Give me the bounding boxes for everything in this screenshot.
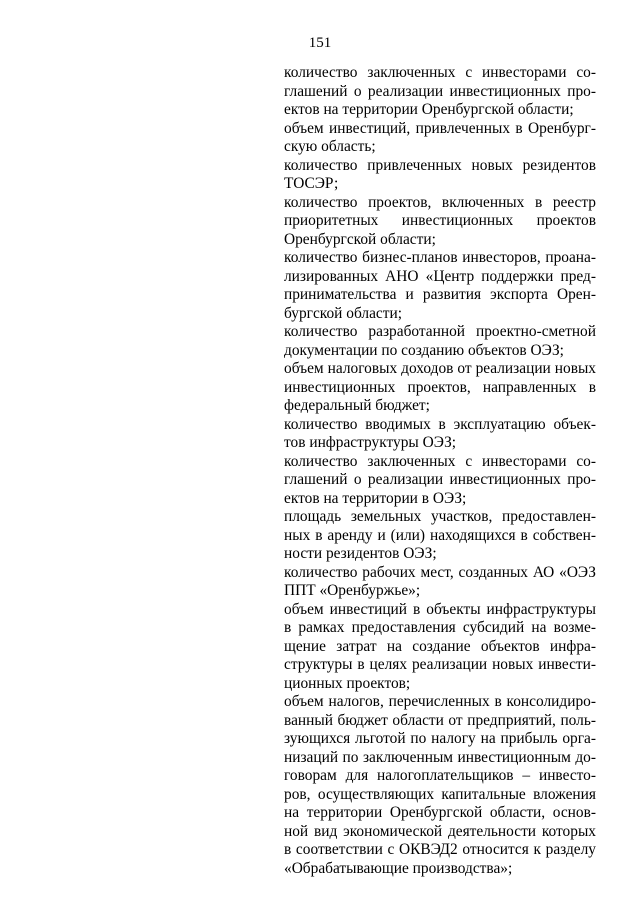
text-line: бургской области; [284,304,402,322]
paragraph [284,194,596,250]
text-line: инвестиционных проектов, направленных в [284,378,596,396]
paragraph [284,64,596,120]
text-line: количество рабочих мест, созданных АО «ОЭЗ [284,563,596,581]
text-line: лизированных АНО «Центр поддержки пред- [284,267,596,285]
text-line: ванный бюджет области от предприятий, поль- [284,711,596,729]
text-line: документации по созданию объектов ОЭЗ; [284,341,564,359]
paragraph [284,564,596,601]
text-line: в рамках предоставления субсидий на возме- [284,619,596,636]
text-line: объем налоговых доходов от реализации новых [284,360,596,377]
text-line: количество бизнес-планов инвесторов, проана- [284,249,596,266]
text-line: говорам для налогоплательщиков – инвесто- [284,767,596,784]
text-line: площадь земельных участков, предоставлен- [284,508,596,525]
paragraph [284,453,596,509]
text-line: ционных проектов; [284,674,411,692]
text-line: ектов на территории Оренбургской области; [284,101,574,118]
paragraph [284,693,596,878]
text-line: низаций по заключенным инвестиционным до- [284,748,596,766]
text-line: ности резидентов ОЭЗ; [284,545,437,562]
text-line: ППТ «Оренбуржье»; [284,582,421,599]
text-line: количество заключенных с инвесторами со- [284,452,596,470]
text-line: тов инфраструктуры ОЭЗ; [284,434,457,451]
text-line: ных в аренду и (или) находящихся в собствен- [284,526,596,544]
text-line: глашений о реализации инвестиционных про- [284,471,596,488]
text-line: «Обрабатывающие производства»; [284,859,513,877]
paragraph [284,120,596,157]
text-line: ров, осуществляющих капитальные вложения [284,785,596,803]
text-line: зующихся льготой по налогу на прибыль орга- [284,730,596,747]
text-line: принимательства и развития экспорта Орен- [284,286,596,303]
paragraph [284,508,596,564]
text-line: количество проектов, включенных в реестр [284,193,596,211]
page-number: 151 [308,35,332,51]
text-line: приоритетных инвестиционных проектов [284,212,596,229]
page-body-text [284,64,596,878]
paragraph [284,323,596,360]
text-line: объем инвестиций, привлеченных в Оренбург- [284,119,596,137]
paragraph [284,249,596,323]
text-line: Оренбургской области; [284,230,436,248]
text-line: количество привлеченных новых резидентов [284,156,596,174]
text-line: ектов на территории в ОЭЗ; [284,489,467,507]
paragraph [284,157,596,194]
text-line: федеральный бюджет; [284,397,430,414]
text-line: щение затрат на создание объектов инфра- [284,637,596,655]
text-line: на территории Оренбургской области, основ- [284,804,596,821]
paragraph [284,601,596,694]
text-line: количество заключенных с инвесторами со- [284,64,596,81]
text-line: структуры в целях реализации новых инвести- [284,656,596,673]
text-line: в соответствии с ОКВЭД2 относится к разделу [284,841,596,858]
text-line: количество разработанной проектно-сметной [284,323,596,340]
text-line: ной вид экономической деятельности которых [284,822,596,840]
text-line: объем налогов, перечисленных в консолидиро- [284,693,596,710]
text-line: ТОСЭР; [284,175,339,192]
text-line: глашений о реализации инвестиционных про- [284,82,596,100]
paragraph [284,360,596,416]
paragraph [284,416,596,453]
text-line: количество вводимых в эксплуатацию объек- [284,415,596,433]
text-line: скую область; [284,138,376,155]
text-line: объем инвестиций в объекты инфраструктуры [284,600,596,618]
